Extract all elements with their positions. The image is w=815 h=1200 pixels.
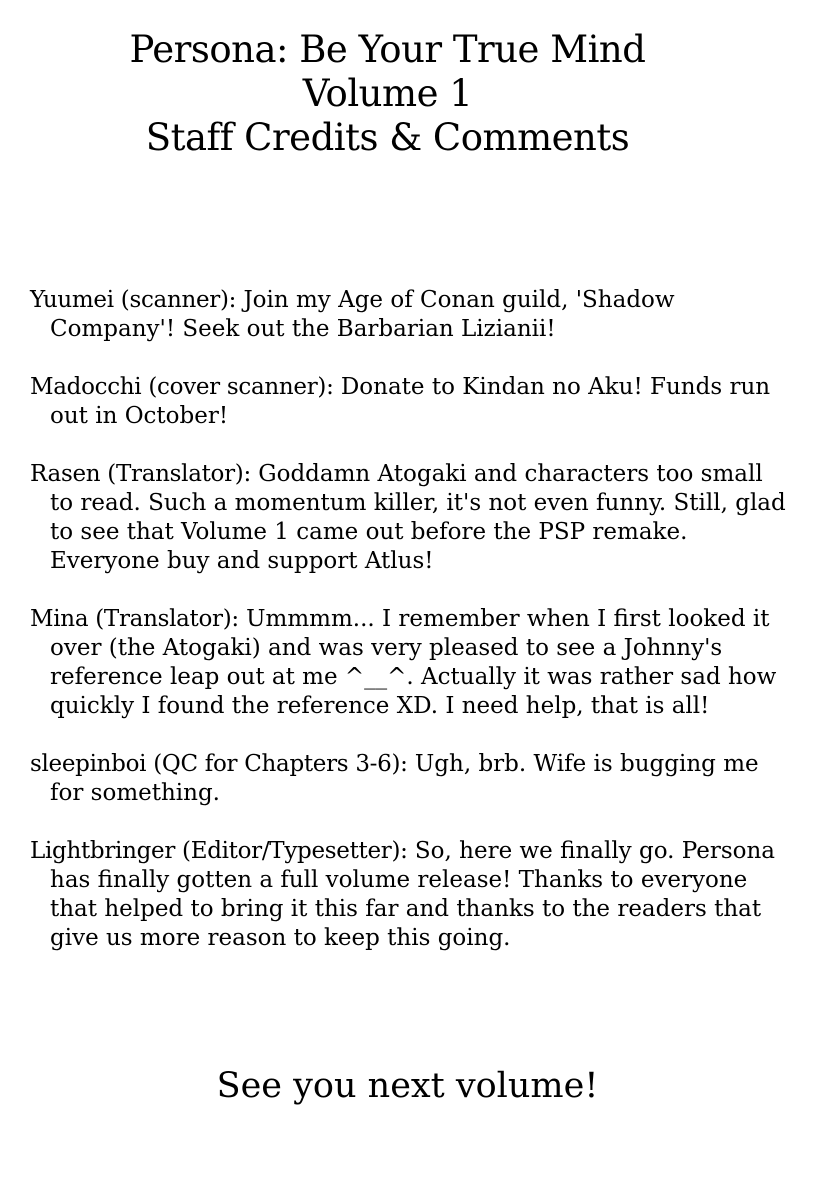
credit-entry-sleepinboi xyxy=(30,750,790,808)
credit-comment: Donate to Kindan no Aku! Funds run out in October! xyxy=(50,374,771,429)
credit-entry-mina xyxy=(30,605,790,721)
credit-name: Rasen (Translator): xyxy=(30,461,251,487)
credit-entry-madocchi xyxy=(30,373,790,431)
title-line-subtitle: Staff Credits & Comments xyxy=(145,116,630,159)
closing-message: See you next volume! xyxy=(216,1066,599,1106)
credit-name: sleepinboi (QC for Chapters 3-6): xyxy=(30,751,408,777)
credit-entry-rasen xyxy=(30,460,790,576)
credit-comment: So, here we finally go. Persona has finally gotten a full volume release! Thanks to everyone that helped to bring it this far and thanks to the readers that give us more reason to keep this going. xyxy=(50,838,775,951)
page-title xyxy=(0,28,775,160)
credit-name: Lightbringer (Editor/Typesetter): xyxy=(30,838,408,864)
credit-entry-lightbringer xyxy=(30,837,790,953)
credit-comment: Join my Age of Conan guild, 'Shadow Company'! Seek out the Barbarian Lizianii! xyxy=(50,287,675,342)
credit-name: Mina (Translator): xyxy=(30,606,239,632)
credit-comment: Goddamn Atogaki and characters too small to read. Such a momentum killer, it's not even funny. Still, glad to see that Volume 1 came out before the PSP remake. Everyone buy and support Atlus! xyxy=(50,461,786,574)
credit-comment: Ugh, brb. Wife is bugging me for something. xyxy=(50,751,759,806)
credit-name: Madocchi (cover scanner): xyxy=(30,374,334,400)
credits-list xyxy=(30,286,790,982)
credit-comment: Ummmm... I remember when I first looked it over (the Atogaki) and was very pleased to see a Johnny's reference leap out at me ^__^. Actually it was rather sad how quickly I found the reference XD. I need help, that is all! xyxy=(50,606,777,719)
title-line-series: Persona: Be Your True Mind xyxy=(129,28,646,71)
credit-name: Yuumei (scanner): xyxy=(30,287,237,313)
title-line-volume: Volume 1 xyxy=(302,72,473,115)
credit-entry-yuumei xyxy=(30,286,790,344)
